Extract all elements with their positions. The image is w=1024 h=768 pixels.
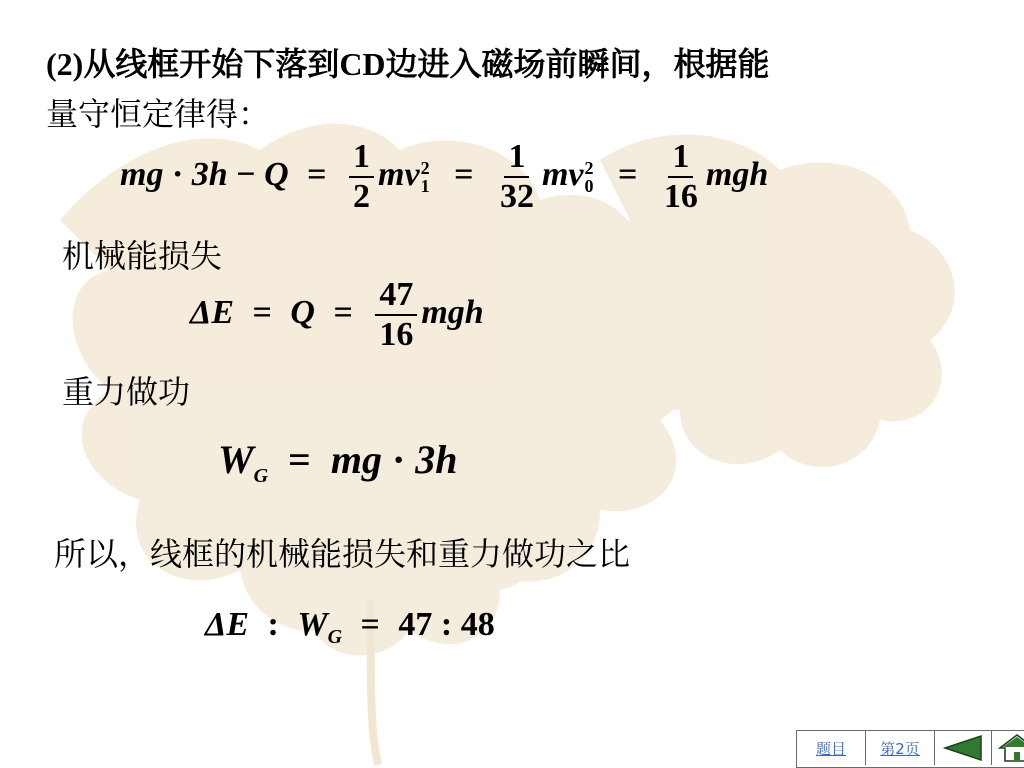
eq1-fraction-half — [349, 138, 374, 216]
eq1-mv0: mv — [541, 155, 584, 193]
eq1-3h: 3h — [191, 155, 228, 193]
topic-link[interactable]: 题目 — [797, 731, 866, 765]
eq1-equals-2: = — [454, 155, 474, 193]
eq2-delta: Δ — [190, 293, 212, 331]
equation-gravity-work — [218, 436, 458, 488]
eq4-equals: = — [360, 606, 380, 643]
eq3-w: W — [218, 437, 254, 482]
eq1-v1-scripts — [421, 159, 430, 195]
eq1-v0-scripts — [585, 159, 594, 195]
eq4-47: 47 — [398, 606, 433, 643]
eq1-minus: − — [236, 155, 256, 193]
eq1-sup2: 2 — [584, 158, 594, 178]
intro-line-1: (2)从线框开始下落到CD边进入磁场前瞬间，根据能 — [46, 46, 770, 82]
eq1-f2-den: 32 — [499, 178, 534, 215]
slide-navigation-bar — [796, 730, 1024, 768]
eq1-dot: · — [171, 155, 184, 193]
eq2-e: E — [211, 293, 235, 331]
eq1-f1-den: 2 — [353, 178, 371, 215]
eq4-delta: Δ — [205, 606, 227, 643]
eq1-sub1: 1 — [420, 176, 430, 196]
eq2-num: 47 — [375, 276, 417, 316]
eq3-dot: · — [391, 437, 406, 482]
eq4-colon-1: : — [267, 606, 279, 643]
eq4-sub-g: G — [327, 625, 343, 648]
eq1-f1-num: 1 — [349, 138, 374, 178]
label-ratio-conclusion: 所以，线框的机械能损失和重力做功之比 — [54, 536, 631, 572]
eq3-sub-g: G — [253, 465, 269, 487]
eq2-fraction — [375, 276, 417, 354]
label-mechanical-energy-loss: 机械能损失 — [62, 238, 223, 274]
eq1-equals-3: = — [618, 155, 638, 193]
eq2-equals-1: = — [252, 293, 272, 331]
eq3-3h: 3h — [415, 437, 458, 482]
eq2-mgh: mgh — [421, 293, 484, 331]
eq1-mgh: mgh — [705, 155, 769, 193]
eq1-f2-num: 1 — [504, 138, 529, 178]
equation-ratio — [205, 606, 495, 649]
house-icon — [997, 733, 1024, 763]
eq3-mg: mg — [330, 437, 382, 482]
home-button[interactable] — [992, 731, 1024, 765]
label-gravity-work: 重力做功 — [62, 374, 191, 410]
eq1-fraction-32 — [496, 138, 538, 216]
page-link[interactable]: 第2页 — [866, 731, 935, 765]
equation-energy-conservation — [120, 138, 768, 216]
eq1-fraction-16 — [660, 138, 702, 216]
equation-energy-loss — [190, 276, 484, 354]
eq1-sub2: 0 — [584, 176, 594, 196]
eq1-mv1: mv — [378, 155, 420, 193]
eq2-q: Q — [290, 293, 315, 331]
triangle-left-icon — [941, 733, 985, 763]
eq1-equals-1: = — [307, 155, 327, 193]
eq1-q: Q — [264, 155, 289, 193]
eq2-equals-2: = — [333, 293, 353, 331]
eq1-f3-num: 1 — [668, 138, 693, 178]
back-button[interactable] — [935, 731, 992, 765]
eq4-colon-2: : — [440, 606, 453, 643]
eq4-48: 48 — [460, 606, 495, 643]
eq1-f3-den: 16 — [663, 178, 698, 215]
eq3-equals: = — [288, 437, 311, 482]
eq4-w: W — [297, 606, 328, 643]
eq4-e: E — [226, 606, 250, 643]
eq1-sup1: 2 — [420, 158, 430, 178]
intro-line-2: 量守恒定律得： — [46, 96, 271, 132]
eq1-mg: mg — [120, 155, 164, 193]
eq2-den: 16 — [379, 316, 414, 353]
